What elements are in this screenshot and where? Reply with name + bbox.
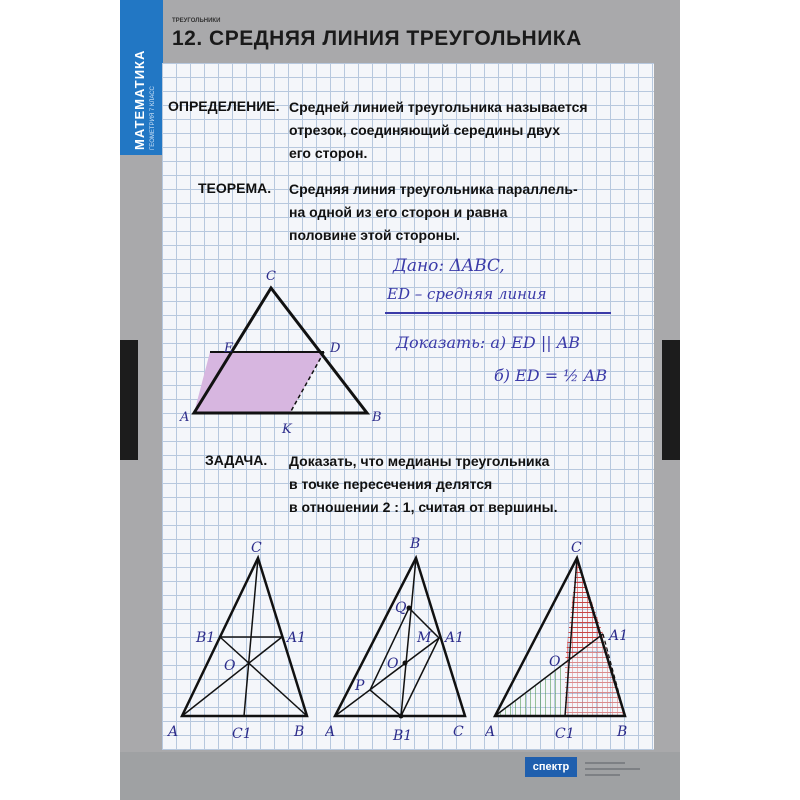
theorem-line: на одной из его сторон и равна xyxy=(289,204,508,220)
fig3-b: B xyxy=(617,724,628,740)
point-b1 xyxy=(399,714,404,719)
definition-line: его сторон. xyxy=(289,145,368,161)
fig2-c: C xyxy=(453,724,464,740)
midline-diagram xyxy=(170,255,390,440)
fig2-m: M xyxy=(417,630,432,646)
task-line: в отношении 2 : 1, считая от вершины. xyxy=(289,499,558,515)
vertex-c: C xyxy=(266,269,276,284)
medians-figure-3 xyxy=(485,530,645,745)
medians-figure-1 xyxy=(162,530,327,745)
theorem-line: половине этой стороны. xyxy=(289,227,460,243)
fig1-o: O xyxy=(224,658,236,674)
section-header: ТРЕУГОЛЬНИКИ xyxy=(172,18,221,24)
fig2-b: B xyxy=(410,536,421,552)
theorem-line: Средняя линия треугольника параллель- xyxy=(289,181,578,197)
definition-line: отрезок, соединяющий середины двух xyxy=(289,122,561,138)
footer-line xyxy=(585,762,625,764)
given-line: Дано: ΔABC, xyxy=(393,256,505,276)
point-d: D xyxy=(330,341,341,356)
left-tab xyxy=(120,340,138,460)
fig3-a1: A1 xyxy=(609,628,629,644)
footer-line xyxy=(585,768,640,770)
page-title: 12. СРЕДНЯЯ ЛИНИЯ ТРЕУГОЛЬНИКА xyxy=(172,27,582,50)
fig1-a: A xyxy=(168,724,179,740)
brand-logo: спектр xyxy=(525,757,577,777)
theorem-label: ТЕОРЕМА. xyxy=(198,180,272,196)
fig1-c1: C1 xyxy=(232,726,252,742)
definition-text xyxy=(289,96,588,165)
fig3-c: C xyxy=(571,540,582,556)
task-text xyxy=(289,450,558,519)
point-e: E xyxy=(224,341,234,356)
subject-sublabel: ГЕОМЕТРИЯ 7 КЛАСС xyxy=(150,86,156,150)
fig2-b1: B1 xyxy=(393,728,413,744)
fig3-a: A xyxy=(485,724,496,740)
point-q xyxy=(407,606,412,611)
fig1-b: B xyxy=(294,724,305,740)
fig1-b1: B1 xyxy=(196,630,216,646)
prove-b: б) ED = ½ AB xyxy=(494,366,608,385)
task-line: в точке пересечения делятся xyxy=(289,476,493,492)
vertex-b: B xyxy=(372,410,382,425)
definition-label: ОПРЕДЕЛЕНИЕ. xyxy=(168,98,280,114)
given-underline xyxy=(385,312,611,314)
fig2-q: Q xyxy=(395,600,407,616)
theorem-text xyxy=(289,178,578,247)
task-label: ЗАДАЧА. xyxy=(205,452,268,468)
subject-label: МАТЕМАТИКА xyxy=(132,49,147,150)
footer-line xyxy=(585,774,620,776)
vertex-a: A xyxy=(180,410,190,425)
fig1-a1: A1 xyxy=(287,630,307,646)
point-k: K xyxy=(282,422,292,437)
fig2-p: P xyxy=(355,678,365,694)
fig3-c1: C1 xyxy=(555,726,575,742)
poster-footer xyxy=(120,752,680,800)
fig2-a1: A1 xyxy=(445,630,465,646)
fig2-a: A xyxy=(325,724,336,740)
right-tab xyxy=(662,340,680,460)
definition-line: Средней линией треугольника называется xyxy=(289,99,588,115)
given-midline: ED – средняя линия xyxy=(387,285,547,303)
fig3-o: O xyxy=(549,654,561,670)
fig1-c: C xyxy=(251,540,262,556)
fig2-o: O xyxy=(387,656,399,672)
prove-a: Доказать: а) ED || AB xyxy=(396,333,580,352)
medians-figure-2 xyxy=(325,530,485,745)
task-line: Доказать, что медианы треугольника xyxy=(289,453,550,469)
point-o xyxy=(403,661,408,666)
